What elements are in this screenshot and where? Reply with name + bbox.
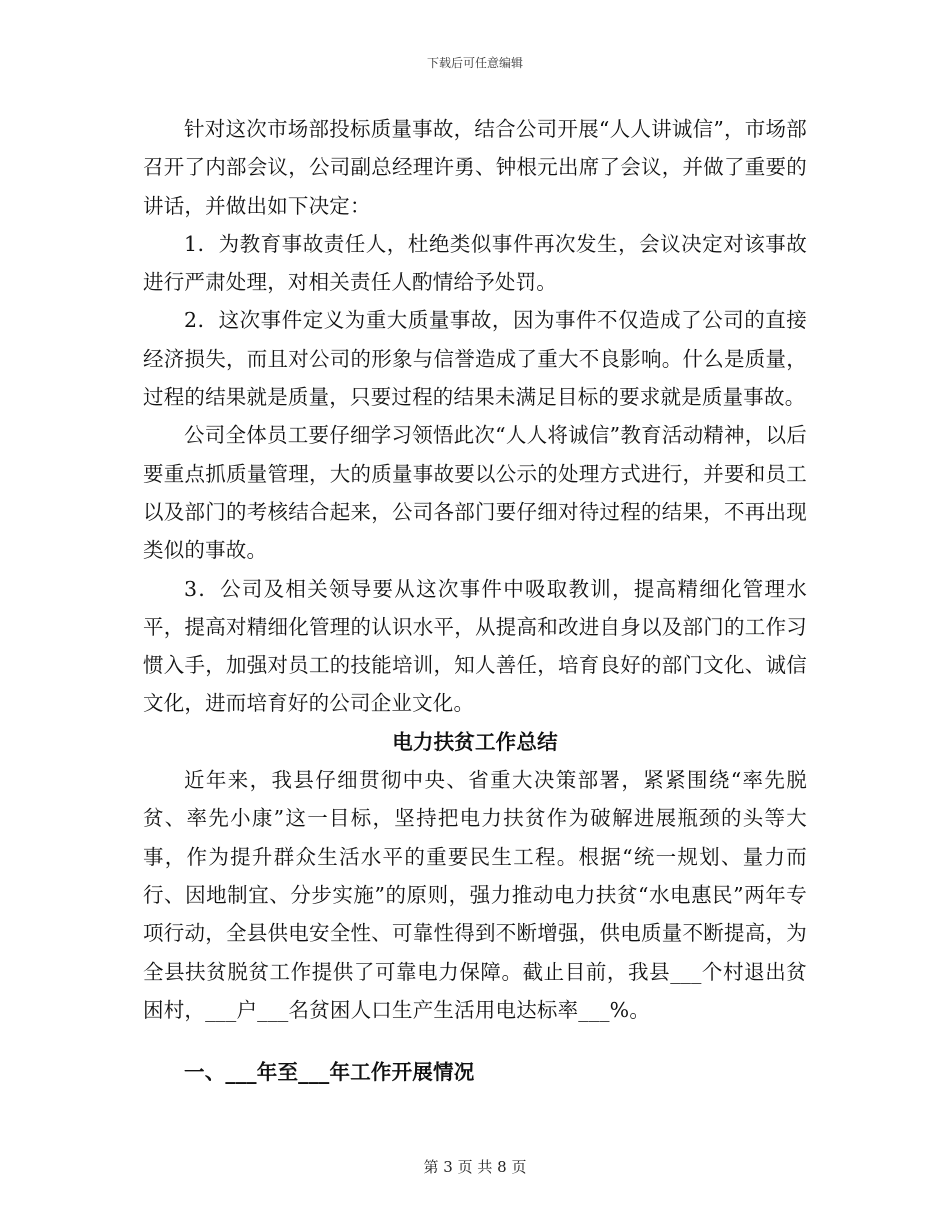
paragraph-decision-3: 3．公司及相关领导要从这次事件中吸取教训，提高精细化管理水平，提高对精细化管理的认识水平，从提高和改进自身以及部门的工作习惯入手，加强对员工的技能培训，知人善任，培育良好的部门文化、诚信文化，进而培育好的公司企业文化。 bbox=[143, 576, 807, 716]
page-footer: 第 3 页 共 8 页 bbox=[423, 1158, 527, 1176]
page-header: 下载后可任意编辑 bbox=[426, 56, 523, 70]
section-title: 电力扶贫工作总结 bbox=[392, 729, 558, 754]
section-heading: 一、___年至___年工作开展情况 bbox=[184, 1060, 475, 1085]
paragraph-decision-1: 1．为教育事故责任人，杜绝类似事件再次发生，会议决定对该事故进行严肃处理，对相关责任人酌情给予处罚。 bbox=[143, 231, 807, 295]
paragraph-intro: 针对这次市场部投标质量事故，结合公司开展“人人讲诚信”，市场部召开了内部会议，公司副总经理许勇、钟根元出席了会议，并做了重要的讲话，并做出如下决定： bbox=[143, 117, 807, 218]
paragraph-decision-2: 2．这次事件定义为重大质量事故，因为事件不仅造成了公司的直接经济损失，而且对公司的形象与信誉造成了重大不良影响。什么是质量，过程的结果就是质量，只要过程的结果未满足目标的要求就是质量事故。 bbox=[143, 308, 807, 410]
document-body bbox=[143, 110, 807, 1091]
paragraph-staff-study: 公司全体员工要仔细学习领悟此次“人人将诚信”教育活动精神，以后要重点抓质量管理，大的质量事故要以公示的处理方式进行，并要和员工以及部门的考核结合起来，公司各部门要仔细对待过程的结果，不再出现类似的事故。 bbox=[143, 423, 807, 563]
paragraph-power-poverty: 近年来，我县仔细贯彻中央、省重大决策部署，紧紧围绕“率先脱贫、率先小康”这一目标，坚持把电力扶贫作为破解进展瓶颈的头等大事，作为提升群众生活水平的重要民生工程。根据“统一规划、量力而行、因地制宜、分步实施”的原则，强力推动电力扶贫“水电惠民”两年专项行动，全县供电安全性、可靠性得到不断增强，供电质量不断提高，为全县扶贫脱贫工作提供了可靠电力保障。截止目前，我县___个村退出贫困村，___户___名贫困人口生产生活用电达标率___%。 bbox=[143, 768, 807, 1022]
